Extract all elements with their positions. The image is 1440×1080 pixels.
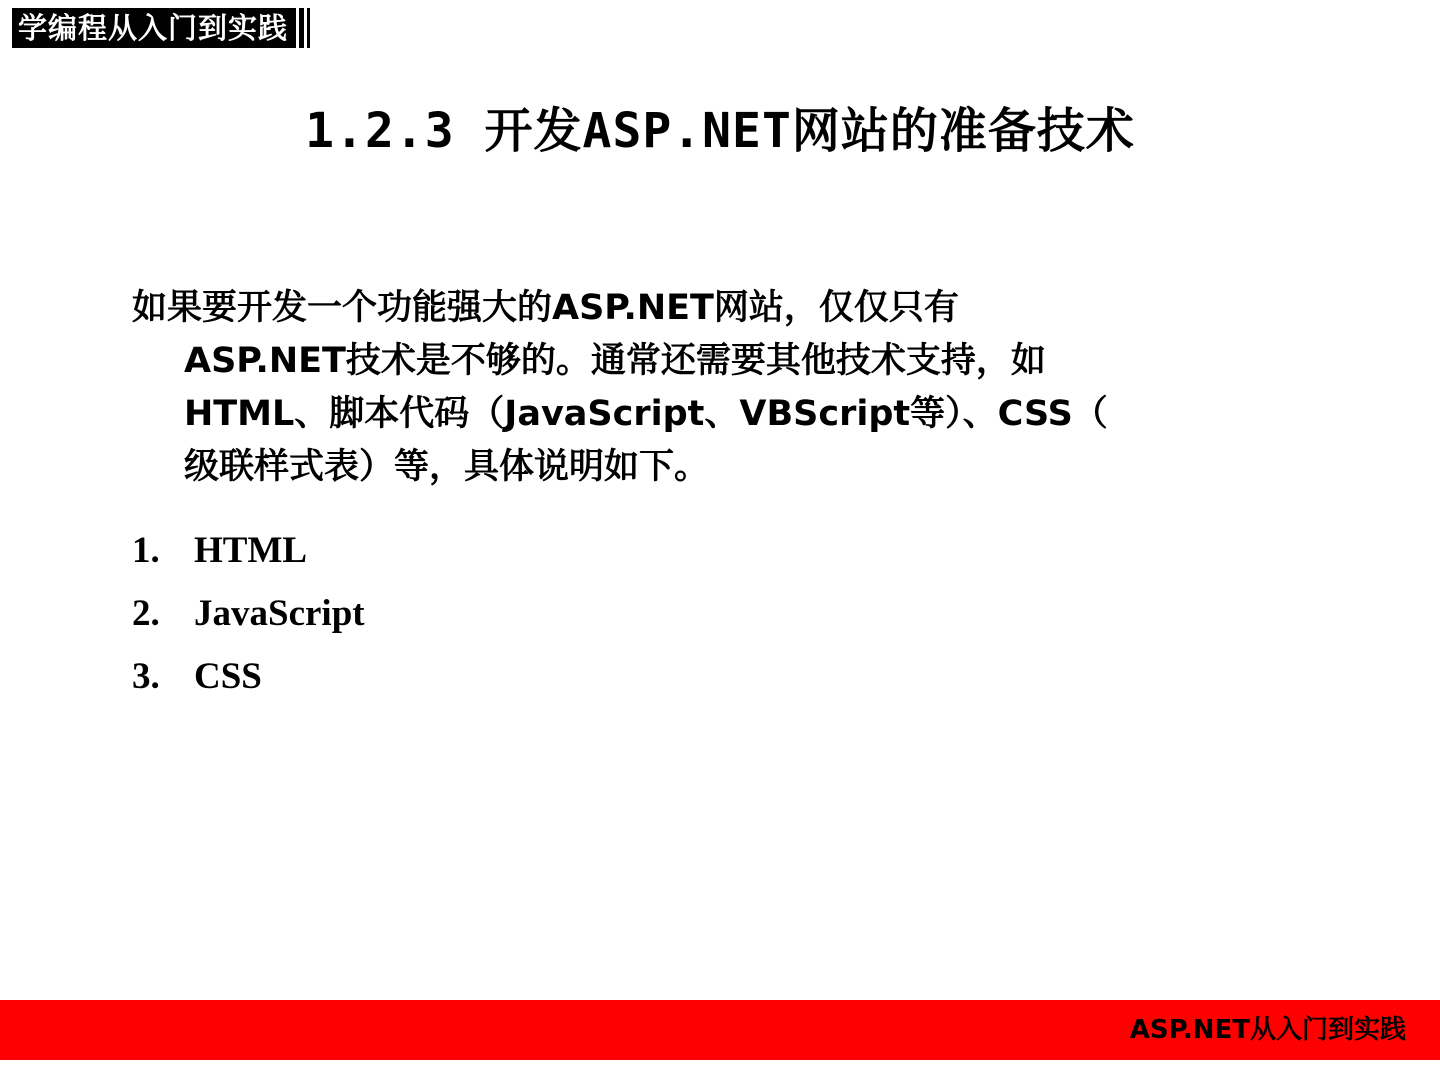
footer-bar bbox=[0, 1000, 1440, 1060]
list-item bbox=[132, 519, 1312, 582]
paragraph-line-1: 如果要开发一个功能强大的ASP.NET网站，仅仅只有 bbox=[132, 288, 959, 328]
list-item-label: JavaScript bbox=[194, 593, 365, 634]
list-item bbox=[132, 582, 1312, 645]
slide-body bbox=[132, 282, 1312, 708]
list-item-label: CSS bbox=[194, 656, 262, 697]
footer-label: ASP.NET从入门到实践 bbox=[1129, 1015, 1406, 1045]
list-item-label: HTML bbox=[194, 530, 308, 571]
paragraph-line-4: 级联样式表）等，具体说明如下。 bbox=[184, 447, 710, 487]
header-badge-bars-icon bbox=[299, 8, 313, 48]
body-paragraph bbox=[132, 282, 1312, 494]
paragraph-line-3: HTML、脚本代码（JavaScript、VBScript等）、CSS（ bbox=[184, 394, 1108, 434]
page-title: 1.2.3 开发ASP.NET网站的准备技术 bbox=[305, 103, 1135, 159]
paragraph-line-2: ASP.NET技术是不够的。通常还需要其他技术支持，如 bbox=[184, 341, 1046, 381]
list-item-number: 3. bbox=[132, 656, 160, 697]
numbered-list bbox=[132, 519, 1312, 708]
header-badge bbox=[12, 8, 313, 48]
list-item-number: 2. bbox=[132, 593, 160, 634]
list-item-number: 1. bbox=[132, 530, 160, 571]
header-badge-label: 学编程从入门到实践 bbox=[12, 8, 296, 48]
list-item bbox=[132, 645, 1312, 708]
